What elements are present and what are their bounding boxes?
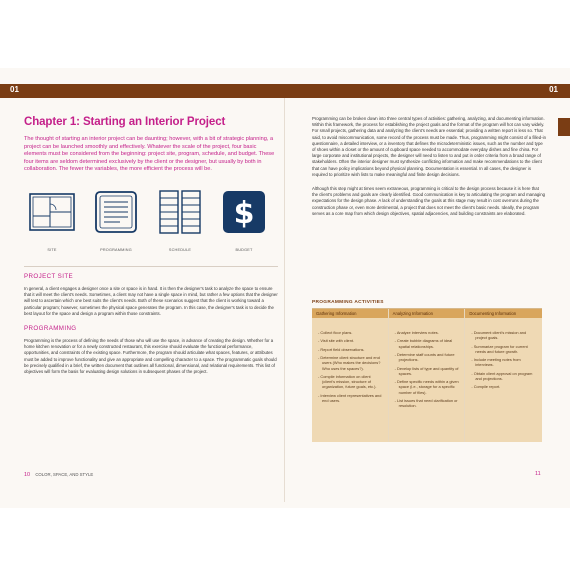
list-item: - Include meeting notes from interviews.: [471, 357, 538, 367]
element-icons-row: [24, 188, 272, 252]
intro-paragraph: The thought of starting an interior project can be daunting; however, with a bit of strategic planning, a project can be launched smoothly and effectively. Whatever the scale of the project, four basic elements must be considered from the beginning: project site, program, schedule, and budget. These four items are seldom determined exclusively by the client or the designer, but usually by both in collaboration. The fewer the variables, the more efficient the process will be.: [24, 136, 275, 173]
programming-activities-table: [312, 300, 542, 442]
project-site-heading: PROJECT SITE: [24, 272, 74, 280]
gutter: [284, 98, 285, 502]
list-item: - Obtain client approval on program and projections.: [471, 371, 538, 381]
list-item: - Determine client structure and end users (Who makes the decisions? Who uses the spaces?).: [318, 355, 384, 371]
programming-heading: PROGRAMMING: [24, 324, 77, 332]
list-item: - Visit site with client.: [318, 338, 384, 343]
list-item: - Summarize program for current needs and future growth.: [471, 344, 538, 354]
list-item: - Collect floor plans.: [318, 330, 384, 335]
right-paragraph-1: Programming can be broken down into three central types of activities: gathering, analyzing, and documenting information. Within this framework, the process for establishing the project goals and the format of the program will hot can vary widely. For small projects, gathering data and analyzing the client's needs are essential; providing a written report is less so. That said, to avoid miscommunication, some record of the process must be made. Thus, programming might consist of a filled-in questionnaire, a detailed interview, or a inventory that defines the microdeterministic issues, such as the number and type of shoes within a closet or the amount of cupboard space needed to accommodate everyday dishes and fine china. For large corporate and institutional projects, the designer will need to listen to and put in order criteria from a broad range of stakeholders. Often the interior designer must synthesize conflicting information and make recommendations to the client that can have policy implications beyond physical planning. Documentation is essential. In all cases, the designer is required to prioritize wish lists to make meaningful and finite design decisions.: [312, 116, 546, 177]
section-divider: [24, 266, 278, 267]
icon-label-site: SITE: [47, 247, 57, 252]
project-site-text: In general, a client engages a designer once a site or space is in hand. It is then the designer's task to analyze the space to ensure that it will meet the client's needs. Sometimes, a client may not have a single space in mind, but rather a few options that the designer will test to ascertain which one best suits the client's needs. Both of these scenarios suggest that the client is working toward a particular program; however, sometimes the physical space generates the program. In this case, the designer's task is to decide the best layout for the space and design a program within those constraints.: [24, 285, 278, 316]
table-header-cell: Analyzing Information: [389, 309, 465, 318]
list-item: - Analyze interview notes.: [395, 330, 461, 335]
right-chapter-number: 01: [549, 85, 558, 94]
icon-label-schedule: SCHEDULE: [168, 247, 192, 252]
list-item: - Determine staff counts and future projections.: [395, 352, 461, 362]
table-column-gathering: [312, 309, 389, 442]
table-grid: [312, 308, 542, 442]
list-item: - Report field observations.: [318, 347, 384, 352]
table-body-cell: [389, 318, 465, 442]
list-item: - Compile report.: [471, 384, 538, 389]
icon-label-programming: PROGRAMMING: [100, 247, 132, 252]
left-chapter-number: 01: [10, 85, 19, 94]
table-header-cell: Gathering Information: [312, 309, 388, 318]
icon-schedule: [152, 188, 208, 252]
table-column-analyzing: [389, 309, 466, 442]
list-item: - Define specific needs within a given space (i.e., storage for a specific number of files).: [395, 379, 461, 395]
calendar-icon: [156, 188, 204, 236]
edge-tab: [558, 118, 570, 136]
site-plan-icon: [28, 188, 76, 236]
icon-site: [24, 188, 80, 252]
list-item: - List issues that need clarification or resolution.: [395, 398, 461, 408]
left-page: [24, 116, 278, 383]
table-body-cell: [312, 318, 388, 442]
dollar-icon: [220, 188, 268, 236]
icon-budget: [216, 188, 272, 252]
notebook-icon: [92, 188, 140, 236]
right-paragraph-2: Although this step might at times seem extraneous, programming is critical to the design process because it is here that the client's problems and goals are clearly identified. Good communication is key to articulating the program and managing expectations for the design phase. A lack of understanding the goals at this stage may result in cost overruns during the construction phase or, even more detrimental, a project that does not meet the client's basic needs. Ideally, the program serves as a core map from which design objectives, spatial adjacencies, and building constraints are elaborated.: [312, 186, 545, 216]
list-item: - Develop lists of type and quantity of spaces.: [395, 366, 461, 376]
table-title: PROGRAMMING ACTIVITIES: [312, 300, 384, 305]
icon-label-budget: BUDGET: [235, 247, 253, 252]
table-column-documenting: [465, 309, 542, 442]
icon-programming: [88, 188, 144, 252]
chapter-header-band: [0, 84, 570, 98]
left-footer: [24, 472, 93, 478]
left-page-number: 10: [24, 472, 31, 478]
list-item: - Document client's mission and project goals.: [471, 330, 538, 340]
svg-text:$: $: [233, 195, 255, 231]
table-body-cell: [465, 318, 542, 442]
list-item: - Compile information on client (client's mission, structure of organization, future goals, etc.).: [318, 374, 384, 390]
list-item: - Interview client representatives and end users.: [318, 393, 384, 403]
running-head: COLOR, SPACE, AND STYLE: [35, 472, 94, 477]
chapter-title: Chapter 1: Starting an Interior Project: [24, 116, 226, 128]
list-item: - Create bubble diagrams of ideal spatial relationships.: [395, 338, 461, 348]
right-page-number: 11: [535, 471, 541, 477]
right-page: [312, 116, 546, 225]
table-header-cell: Documenting Information: [465, 309, 542, 318]
programming-text: Programming is the process of defining the needs of those who will use the space, in advance of creating the design. Whether for a home kitchen renovation or for a newly constructed restaurant, this exercise should evaluate the functional performance, opportunities, and constraints of the existing space. Furthermore, the program should articulate what spaces, features, or attributes must be added to improve functionality and give an appropriate and compelling character to a space. The programmatic goals should be precisely qualified in a brief, the written document that outlines all functional, dimensional, and relational requirements. This list of objectives will form the basis for evaluating design solutions in subsequent phases of the project.: [24, 337, 277, 374]
